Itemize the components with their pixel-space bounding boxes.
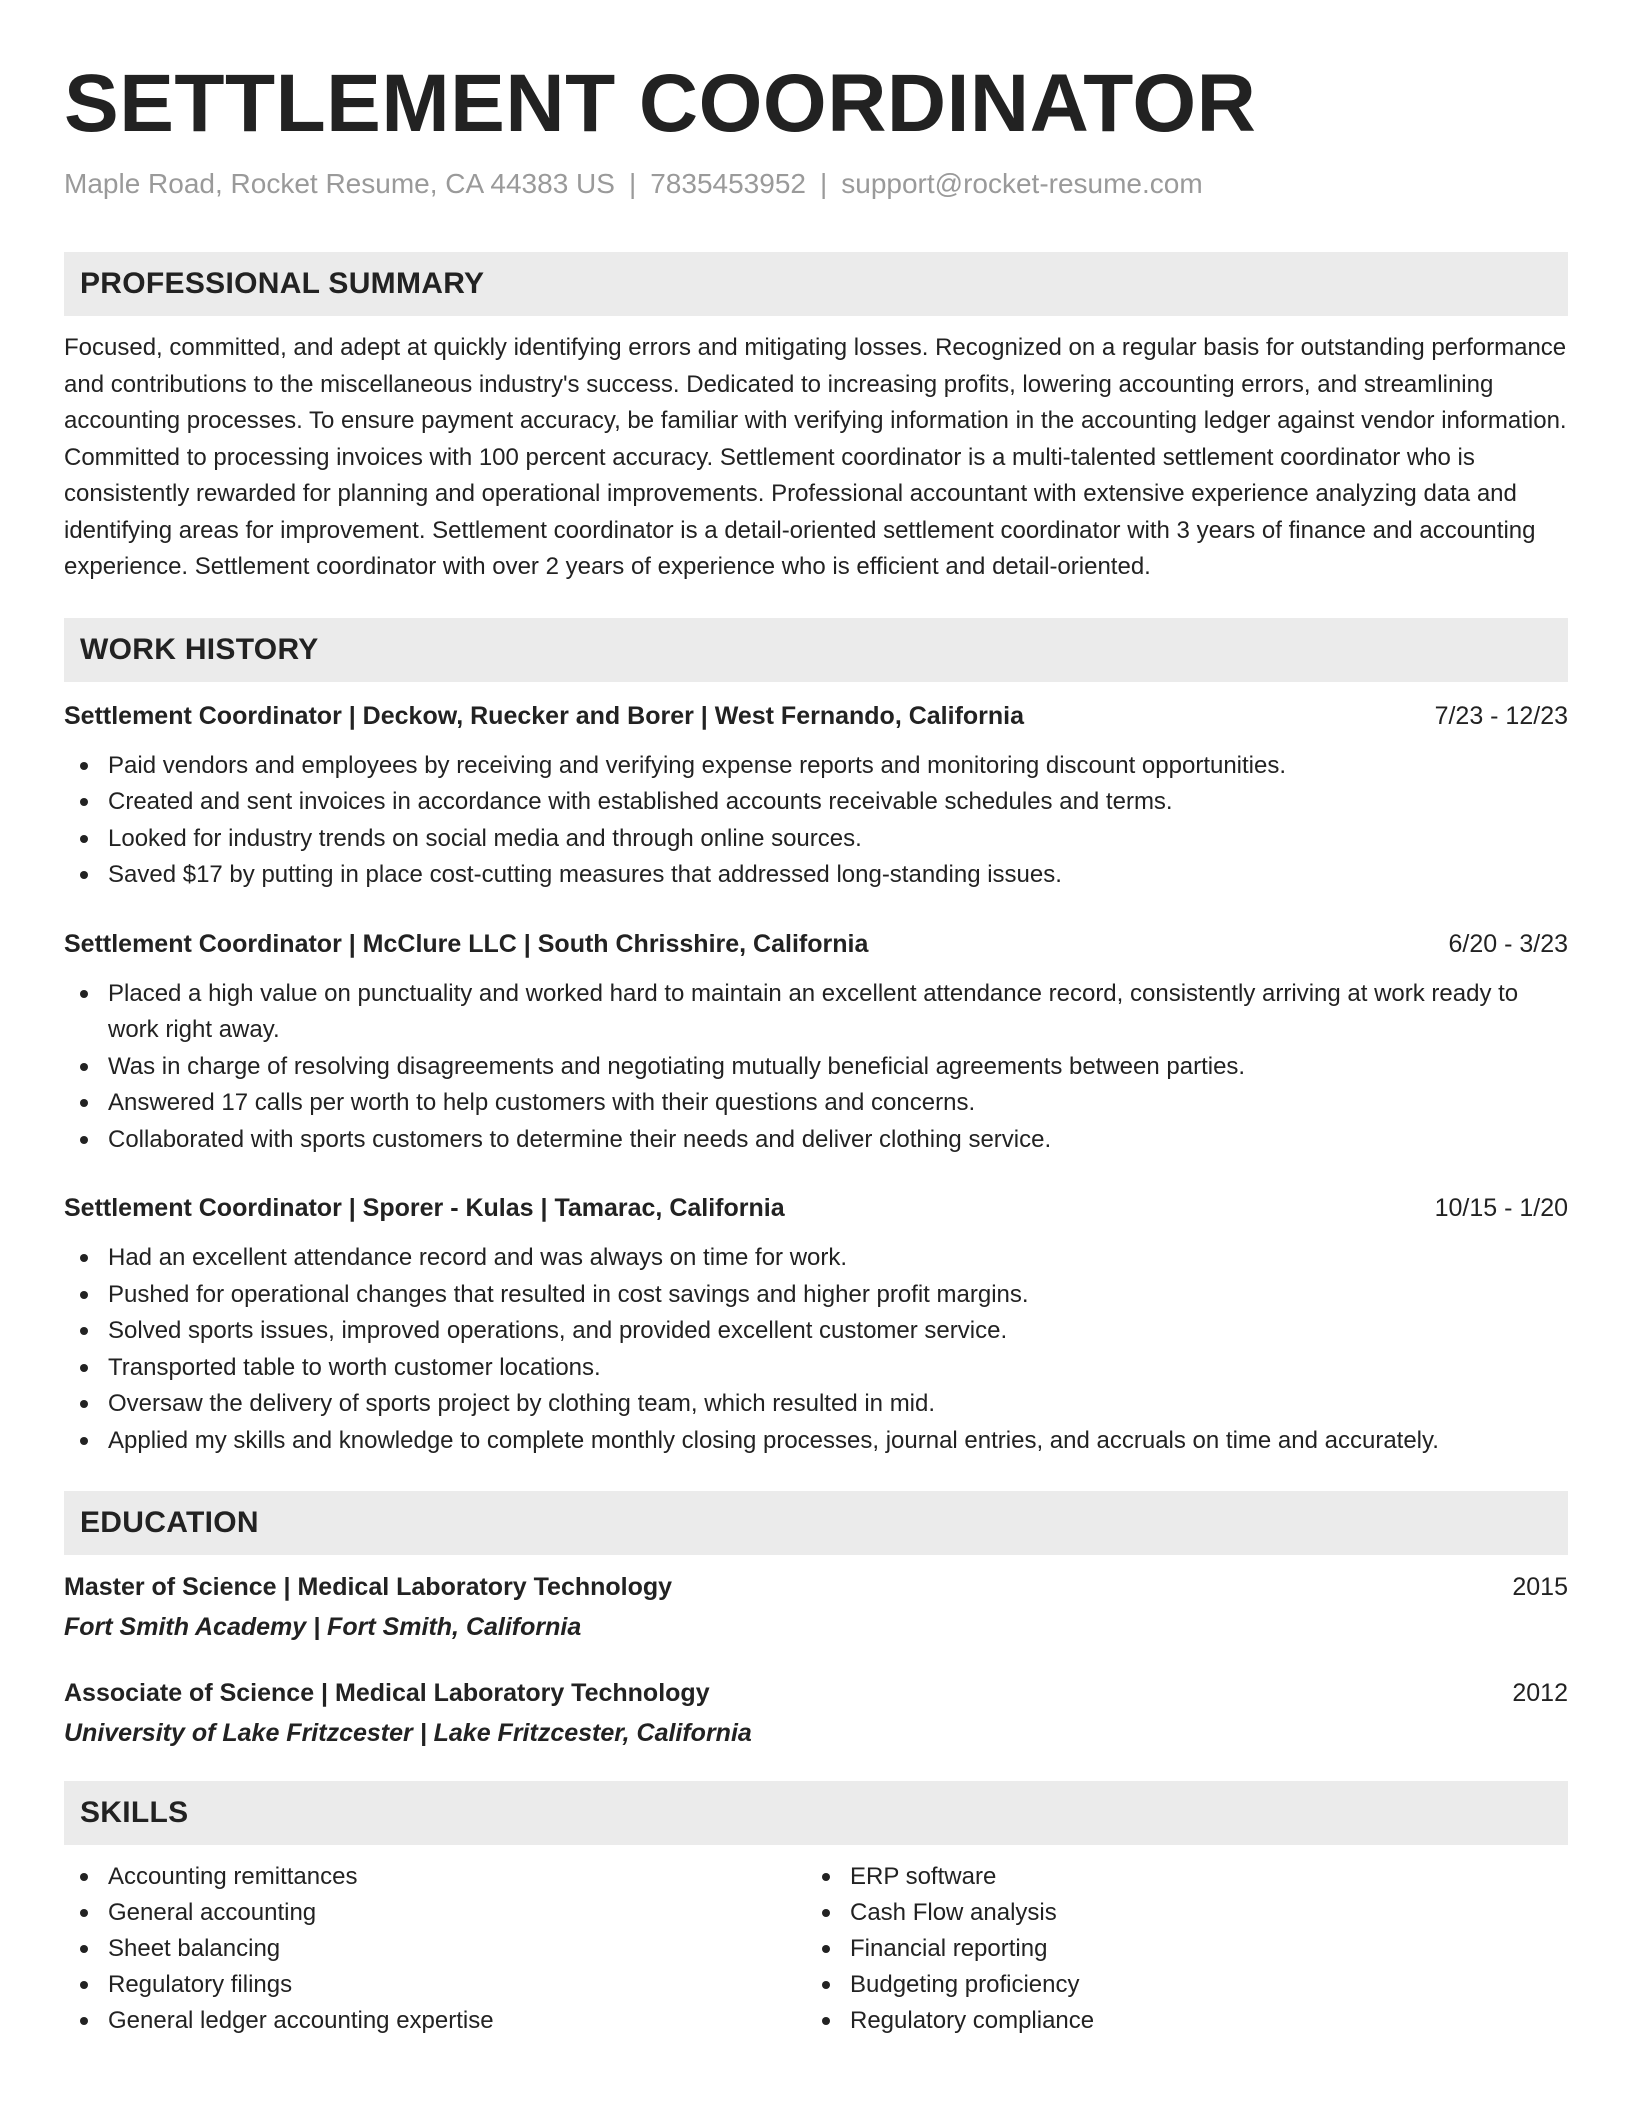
contact-address: Maple Road, Rocket Resume, CA 44383 US: [64, 168, 615, 199]
job-bullet: [64, 857, 1568, 894]
job-entry: [64, 1190, 1568, 1459]
skill-text: General accounting: [108, 1899, 317, 1926]
job-bullet-text: Created and sent invoices in accordance with established accounts receivable schedules and terms.: [108, 788, 1173, 815]
job-bullet: [64, 748, 1568, 785]
skill-item: [806, 1895, 1548, 1931]
skill-item: [806, 2003, 1548, 2039]
job-bullet-text: Applied my skills and knowledge to complete monthly closing processes, journal entries, and accruals on time and accurately.: [108, 1426, 1439, 1454]
bullet-dot-icon: [80, 871, 88, 879]
contact-email: support@rocket-resume.com: [841, 168, 1203, 199]
bullet-dot-icon: [80, 798, 88, 806]
job-bullet: [64, 1386, 1568, 1423]
bullet-dot-icon: [822, 1909, 830, 1917]
job-bullet-text: Saved $17 by putting in place cost-cutting measures that addressed long-standing issues.: [108, 861, 1062, 888]
bullet-dot-icon: [80, 1981, 88, 1989]
bullet-dot-icon: [80, 1364, 88, 1372]
skill-text: Financial reporting: [850, 1935, 1048, 1962]
skill-item: [64, 2003, 806, 2039]
job-dates: 10/15 - 1/20: [1434, 1194, 1568, 1222]
job-bullet-list: [64, 748, 1568, 894]
contact-phone: 7835453952: [650, 168, 806, 199]
job-entry: [64, 926, 1568, 1159]
job-bullet-list: [64, 976, 1568, 1159]
skill-item: [64, 1931, 806, 1967]
job-bullet-text: Had an excellent attendance record and was always on time for work.: [108, 1244, 848, 1271]
skill-text: Sheet balancing: [108, 1935, 281, 1962]
skill-text: Regulatory compliance: [850, 2007, 1095, 2034]
skill-item: [806, 1859, 1548, 1895]
page-title: SETTLEMENT COORDINATOR: [64, 58, 1257, 149]
skills-list-right: [806, 1859, 1548, 2039]
job-bullet-text: Paid vendors and employees by receiving and verifying expense reports and monitoring discount opportunities.: [108, 751, 1287, 779]
work-history-section-heading: WORK HISTORY: [64, 618, 1568, 682]
skill-item: [64, 1895, 806, 1931]
job-bullet-text: Oversaw the delivery of sports project by clothing team, which resulted in mid.: [108, 1390, 936, 1417]
education-header: [64, 1569, 1568, 1605]
job-bullet: [64, 1277, 1568, 1314]
skill-text: Regulatory filings: [108, 1971, 293, 1998]
job-header: [64, 1190, 1568, 1226]
skill-text: Budgeting proficiency: [850, 1971, 1080, 1998]
education-year: 2012: [1512, 1679, 1568, 1707]
bullet-dot-icon: [80, 1327, 88, 1335]
skill-text: ERP software: [850, 1863, 997, 1890]
summary-text: Focused, committed, and adept at quickly identifying errors and mitigating losses. Recognized on a regular basis for outstanding performance and contributions to the miscellaneous industry's success. Dedicated to increasing profits, lowering accounting errors, and streamlining accounting processes. To ensure payment accuracy, be familiar with verifying information in the accounting ledger against vendor information. Committed to processing invoices with 100 percent accuracy. Settlement coordinator is a multi-talented settlement coordinator who is consistently rewarded for planning and operational improvements. Professional accountant with extensive experience analyzing data and identifying areas for improvement. Settlement coordinator is a detail-oriented settlement coordinator with 3 years of finance and accounting experience. Settlement coordinator with over 2 years of experience who is efficient and detail-oriented.: [64, 334, 1567, 580]
job-bullet: [64, 1350, 1568, 1387]
job-bullet-text: Pushed for operational changes that resulted in cost savings and higher profit margins.: [108, 1280, 1029, 1308]
bullet-dot-icon: [80, 762, 88, 770]
job-bullet: [64, 821, 1568, 858]
bullet-dot-icon: [80, 1063, 88, 1071]
job-bullet: [64, 1122, 1568, 1159]
job-header: [64, 926, 1568, 962]
job-bullet-text: Collaborated with sports customers to determine their needs and deliver clothing service.: [108, 1125, 1052, 1153]
contact-line: [64, 166, 1568, 202]
bullet-dot-icon: [80, 990, 88, 998]
education-entry: [64, 1675, 1568, 1751]
job-bullet: [64, 1423, 1568, 1460]
job-bullet-text: Answered 17 calls per worth to help customers with their questions and concerns.: [108, 1089, 976, 1116]
job-bullet-text: Transported table to worth customer locations.: [108, 1353, 601, 1381]
education-degree: Associate of Science | Medical Laboratory Technology: [64, 1679, 710, 1707]
bullet-dot-icon: [80, 1254, 88, 1262]
skill-text: General ledger accounting expertise: [108, 2007, 494, 2034]
job-bullet-text: Was in charge of resolving disagreements and negotiating mutually beneficial agreements between parties.: [108, 1052, 1246, 1080]
job-bullet: [64, 784, 1568, 821]
job-bullet-text: Solved sports issues, improved operations, and provided excellent customer service.: [108, 1317, 1008, 1344]
bullet-dot-icon: [80, 1909, 88, 1917]
education-degree: Master of Science | Medical Laboratory Technology: [64, 1573, 673, 1601]
bullet-dot-icon: [80, 1136, 88, 1144]
job-title: Settlement Coordinator | McClure LLC | South Chrisshire, California: [64, 929, 869, 958]
job-bullet: [64, 1085, 1568, 1122]
job-title: Settlement Coordinator | Sporer - Kulas | Tamarac, California: [64, 1194, 785, 1222]
skills-list-left: [64, 1859, 806, 2039]
skill-item: [806, 1967, 1548, 2003]
bullet-dot-icon: [80, 2017, 88, 2025]
bullet-dot-icon: [80, 1873, 88, 1881]
summary-section-heading: PROFESSIONAL SUMMARY: [64, 252, 1568, 316]
job-header: [64, 698, 1568, 734]
job-bullet-text: Placed a high value on punctuality and worked hard to maintain an excellent attendance record, consistently arriving at work ready to work right away.: [108, 979, 1519, 1043]
job-bullet: [64, 1240, 1568, 1277]
bullet-dot-icon: [80, 835, 88, 843]
skill-item: [64, 1967, 806, 2003]
bullet-dot-icon: [80, 1437, 88, 1445]
job-bullet: [64, 976, 1568, 1049]
bullet-dot-icon: [822, 1873, 830, 1881]
job-entry: [64, 698, 1568, 894]
skills-section-heading: SKILLS: [64, 1781, 1568, 1845]
job-bullet-list: [64, 1240, 1568, 1459]
bullet-dot-icon: [80, 1291, 88, 1299]
skill-item: [64, 1859, 806, 1895]
bullet-dot-icon: [80, 1099, 88, 1107]
education-header: [64, 1675, 1568, 1711]
job-dates: 6/20 - 3/23: [1448, 929, 1568, 958]
bullet-dot-icon: [80, 1400, 88, 1408]
skill-item: [806, 1931, 1548, 1967]
education-entry: [64, 1569, 1568, 1645]
education-year: 2015: [1512, 1573, 1568, 1601]
education-school: Fort Smith Academy | Fort Smith, California: [64, 1613, 582, 1641]
education-section-heading: EDUCATION: [64, 1491, 1568, 1555]
job-bullet: [64, 1049, 1568, 1086]
job-title: Settlement Coordinator | Deckow, Ruecker and Borer | West Fernando, California: [64, 701, 1025, 730]
job-bullet-text: Looked for industry trends on social media and through online sources.: [108, 824, 862, 852]
bullet-dot-icon: [822, 1945, 830, 1953]
skill-text: Accounting remittances: [108, 1863, 358, 1890]
skill-text: Cash Flow analysis: [850, 1899, 1057, 1926]
education-school: University of Lake Fritzcester | Lake Fritzcester, California: [64, 1719, 752, 1747]
bullet-dot-icon: [80, 1945, 88, 1953]
job-bullet: [64, 1313, 1568, 1350]
contact-separator: |: [628, 168, 637, 199]
bullet-dot-icon: [822, 2017, 830, 2025]
job-dates: 7/23 - 12/23: [1434, 701, 1568, 730]
contact-separator: |: [819, 168, 828, 199]
bullet-dot-icon: [822, 1981, 830, 1989]
skills-columns: [64, 1859, 1568, 2039]
